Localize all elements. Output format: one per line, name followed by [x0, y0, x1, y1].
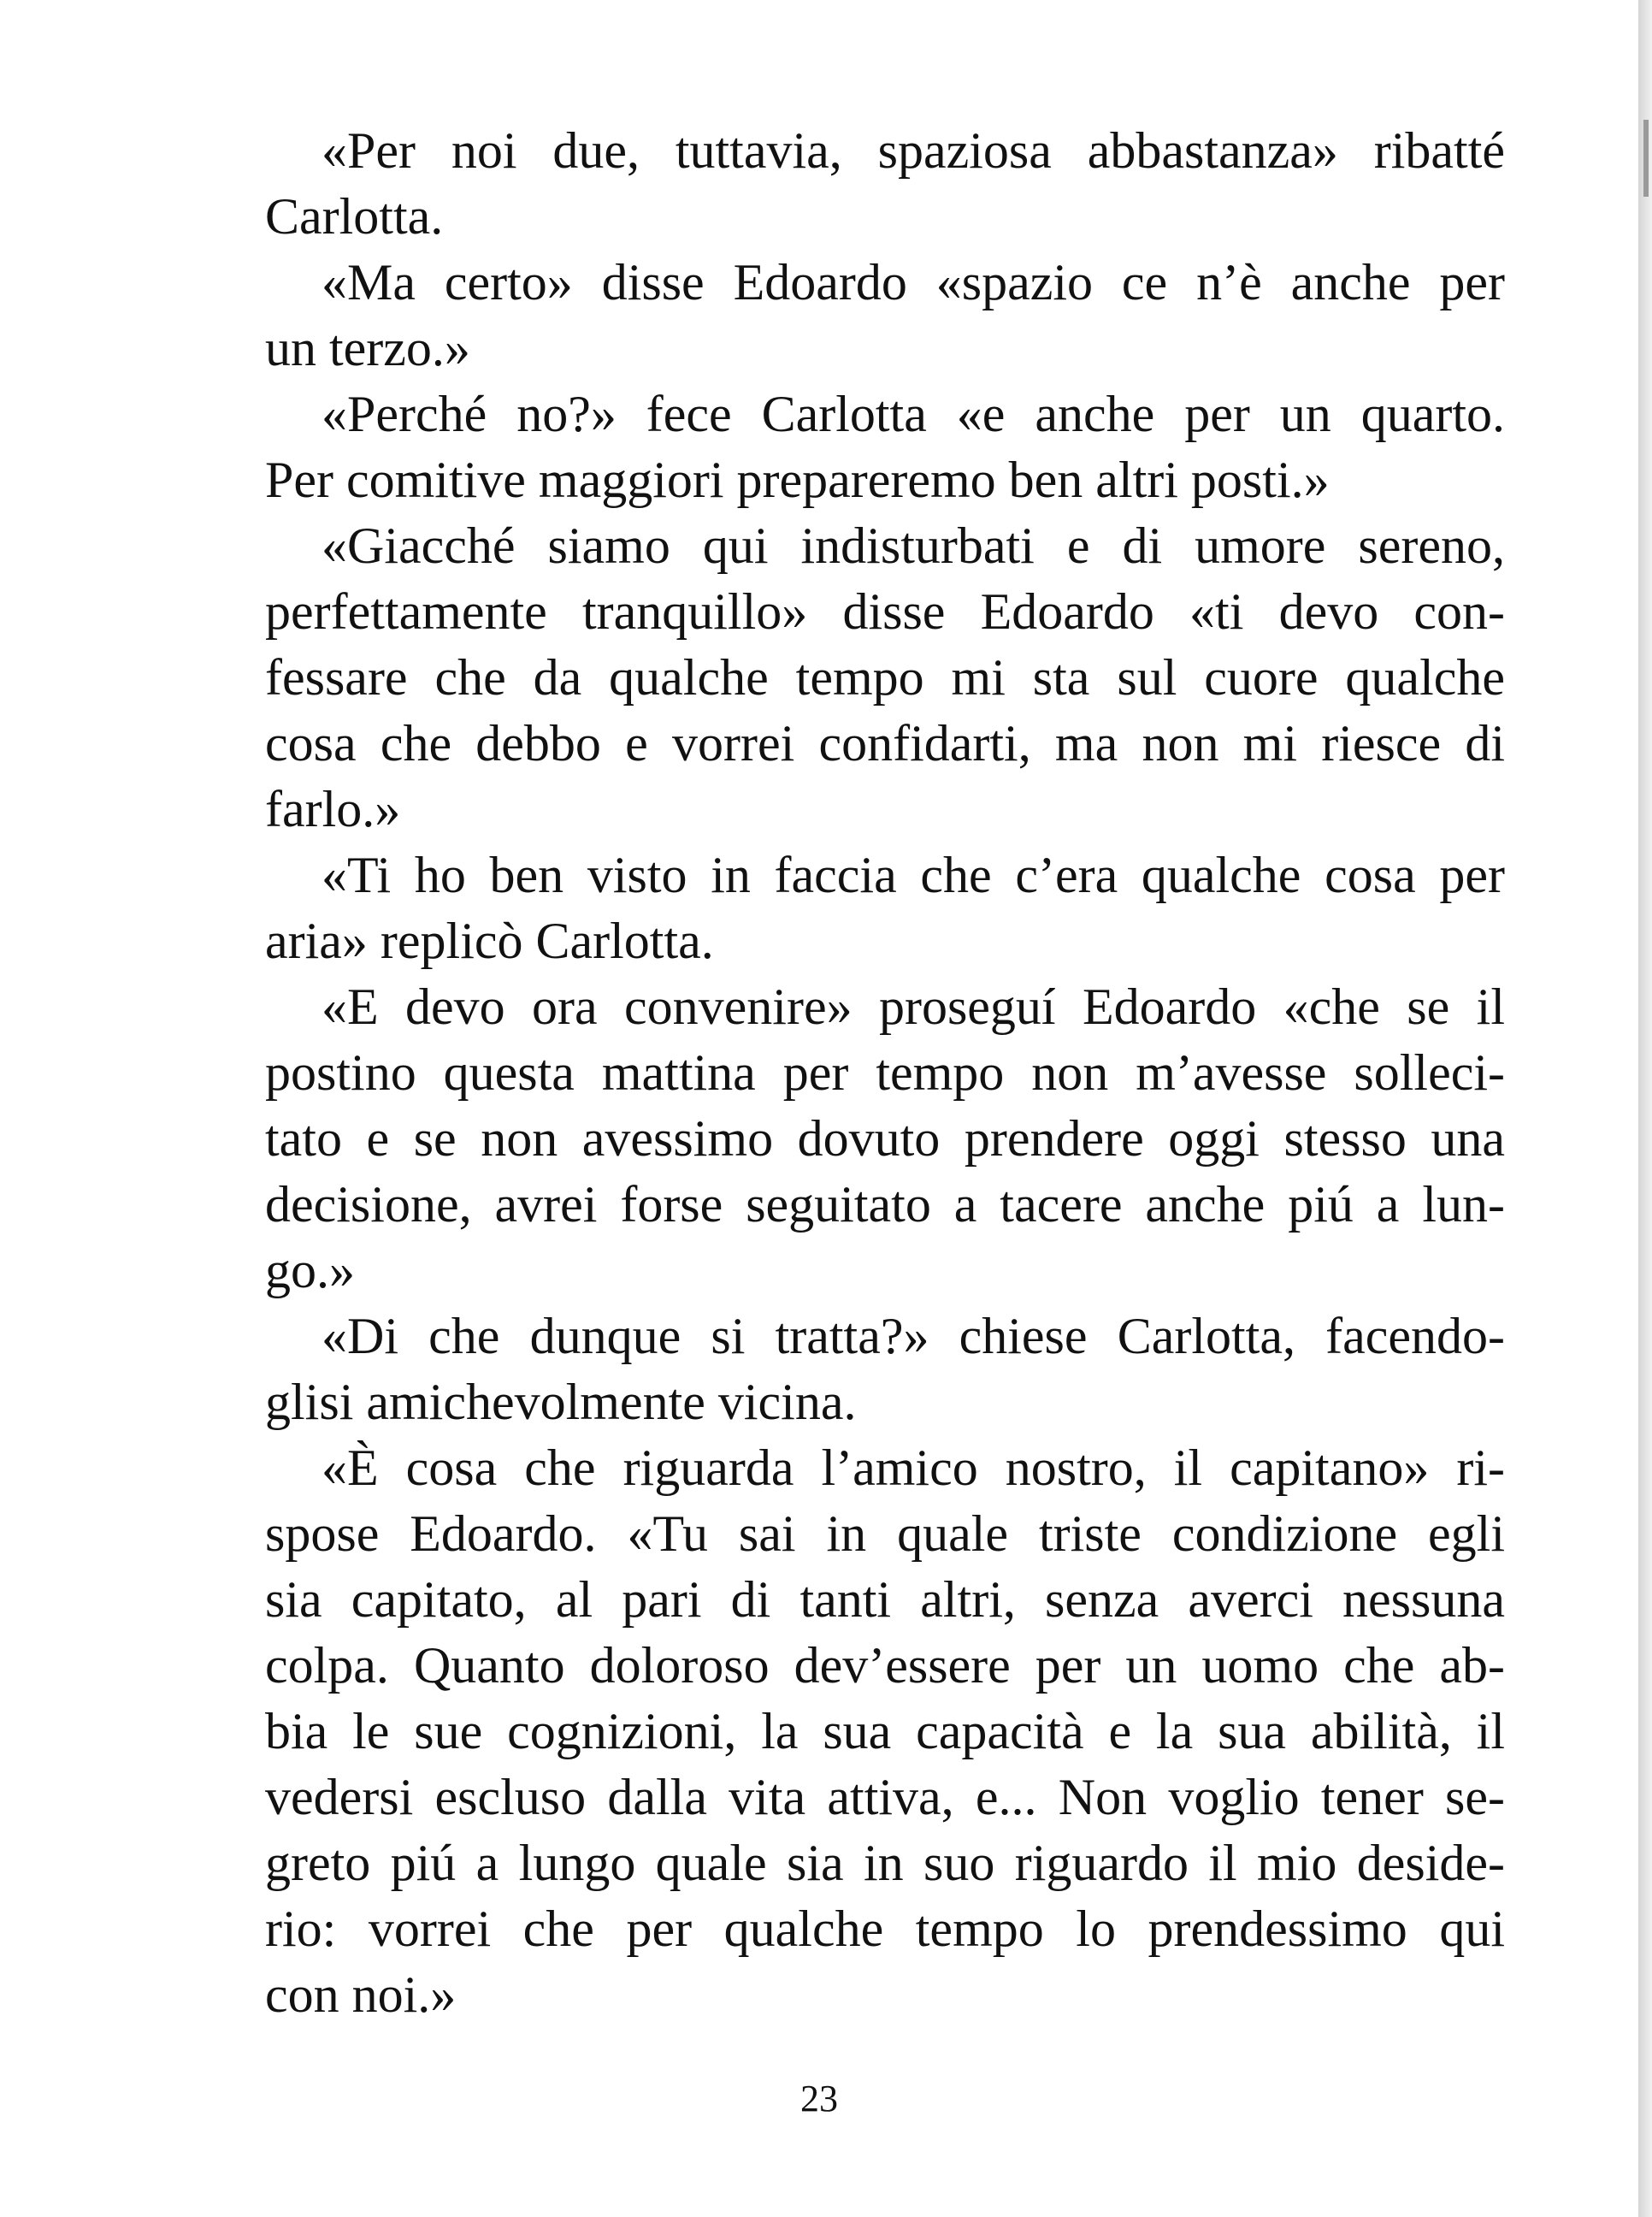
text-line: farlo.» — [265, 781, 401, 837]
text-line: decisione, avrei forse seguitato a tacere anche piú a lun- — [265, 1176, 1505, 1233]
page-edge — [1638, 0, 1652, 2217]
paragraph — [209, 974, 1505, 1304]
text-line: greto piú a lungo quale sia in suo riguardo il mio deside- — [265, 1835, 1505, 1891]
text-line: «Ti ho ben visto in faccia che c’era qualche cosa per — [322, 847, 1505, 903]
text-line: «È cosa che riguarda l’amico nostro, il capitano» ri- — [322, 1440, 1505, 1496]
text-line: sia capitato, al pari di tanti altri, senza averci nessuna — [265, 1571, 1505, 1628]
paragraph — [209, 1304, 1505, 1435]
text-line: «Giacché siamo qui indisturbati e di umore sereno, — [322, 517, 1505, 574]
text-line: cosa che debbo e vorrei confidarti, ma non mi riesce di — [265, 715, 1505, 772]
text-line: aria» replicò Carlotta. — [265, 913, 714, 969]
paragraph — [209, 842, 1505, 974]
text-line: glisi amichevolmente vicina. — [265, 1374, 857, 1430]
text-line: un terzo.» — [265, 320, 470, 376]
text-line: Carlotta. — [265, 188, 444, 245]
text-line: go.» — [265, 1242, 355, 1298]
scroll-indicator[interactable] — [1643, 120, 1649, 197]
text-line: «E devo ora convenire» proseguí Edoardo «che se il — [322, 978, 1505, 1035]
text-line: perfettamente tranquillo» disse Edoardo «ti devo con- — [265, 583, 1505, 640]
text-line: rio: vorrei che per qualche tempo lo prendessimo qui — [265, 1901, 1505, 1957]
body-text — [209, 118, 1505, 2028]
text-line: tato e se non avessimo dovuto prendere oggi stesso una — [265, 1110, 1505, 1167]
paragraph — [209, 118, 1505, 250]
text-line: postino questa mattina per tempo non m’avesse solleci- — [265, 1044, 1505, 1101]
text-line: spose Edoardo. «Tu sai in quale triste condizione egli — [265, 1505, 1505, 1562]
text-line: «Di che dunque si tratta?» chiese Carlotta, facendo- — [322, 1308, 1505, 1364]
paragraph — [209, 250, 1505, 381]
text-line: Per comitive maggiori prepareremo ben altri posti.» — [265, 452, 1330, 508]
text-line: colpa. Quanto doloroso dev’essere per un uomo che ab- — [265, 1637, 1505, 1694]
text-line: con noi.» — [265, 1966, 457, 2023]
text-line: «Ma certo» disse Edoardo «spazio ce n’è anche per — [322, 254, 1505, 310]
paragraph — [209, 381, 1505, 513]
text-line: vedersi escluso dalla vita attiva, e... Non voglio tener se- — [265, 1769, 1505, 1825]
text-line: «Perché no?» fece Carlotta «e anche per un quarto. — [322, 386, 1505, 442]
text-line: «Per noi due, tuttavia, spaziosa abbastanza» ribatté — [322, 122, 1505, 179]
paragraph — [209, 513, 1505, 842]
text-line: fessare che da qualche tempo mi sta sul cuore qualche — [265, 649, 1505, 706]
page-number: 23 — [800, 2078, 838, 2119]
text-line: bia le sue cognizioni, la sua capacità e la sua abilità, il — [265, 1703, 1505, 1759]
paragraph — [209, 1435, 1505, 2028]
